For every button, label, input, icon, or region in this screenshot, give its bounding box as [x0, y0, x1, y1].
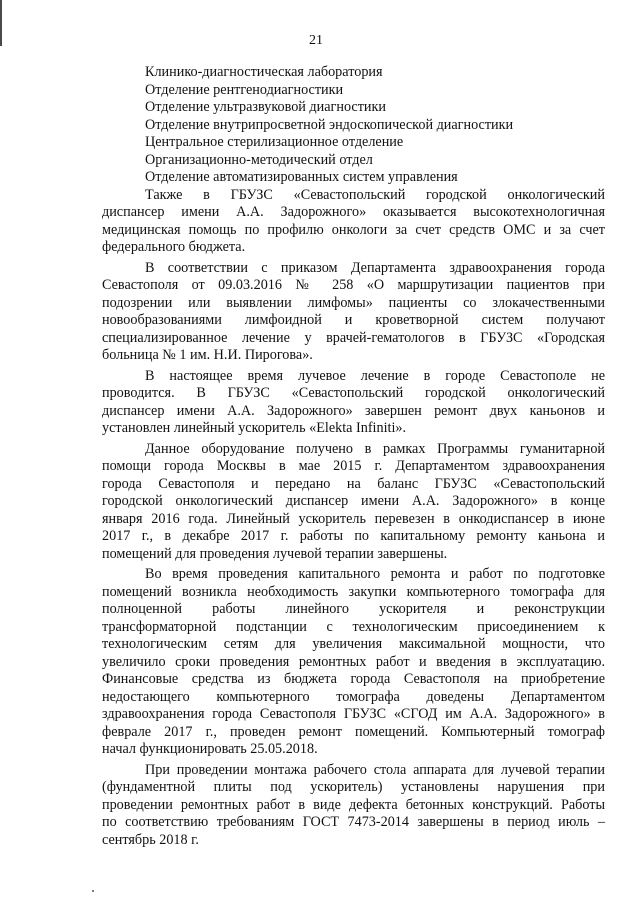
text-line: Данное оборудование получено в рамках Программы гуманитарной	[145, 440, 605, 457]
departments-list	[102, 64, 605, 187]
paragraph-equipment	[102, 441, 605, 564]
text-line: городской онкологический диспансер имени А.А. Задорожного» в конце	[102, 493, 605, 509]
list-item: Отделение автоматизированных систем управления	[145, 169, 458, 185]
text-line: здравоохранения города Севастополя ГБУЗС «СГОД им А.А. Задорожного» в	[102, 706, 605, 722]
text-line: января 2016 года. Линейный ускоритель перевезен в онкодиспансер в июне	[102, 510, 605, 527]
paragraph-funding	[102, 187, 605, 257]
text-line: При проведении монтажа рабочего стола аппарата для лучевой терапии	[145, 761, 605, 778]
list-item: Отделение рентгенодиагностики	[145, 81, 344, 98]
text-line: диспансер имени А.А. Задорожного» оказывается высокотехнологичная	[102, 204, 605, 220]
list-item: Отделение внутрипросветной эндоскопической диагностики	[145, 116, 514, 133]
list-item: Организационно-методический отдел	[145, 151, 373, 168]
text-line: специализированное лечение у врачей-гематологов в ГБУЗС «Городская	[102, 329, 605, 346]
paragraph-foundation-works	[102, 762, 605, 850]
list-item: Отделение ультразвуковой диагностики	[145, 99, 386, 115]
page-number: 21	[309, 33, 323, 48]
text-line: помещений возникла необходимость закупки компьютерного томографа для	[102, 583, 605, 600]
text-line: В соответствии с приказом Департамента здравоохранения города	[145, 259, 605, 276]
text-line: помощи города Москвы в мае 2015 г. Департаментом здравоохранения	[102, 458, 605, 474]
text-line: увеличило сроки проведения ремонтных работ и введения в эксплуатацию.	[102, 653, 605, 670]
list-item: Клинико-диагностическая лаборатория	[145, 64, 383, 80]
text-line: недостающего компьютерного томографа доведены Департаментом	[102, 688, 605, 705]
text-line: установлен линейный ускоритель «Elekta Infiniti».	[102, 420, 407, 436]
text-line: Финансовые средства из бюджета города Севастополя на приобретение	[102, 671, 605, 687]
text-line: Во время проведения капитального ремонта и работ по подготовке	[145, 566, 605, 582]
text-line: больница № 1 им. Н.И. Пирогова».	[102, 347, 313, 363]
text-line: проведении ремонтных работ в виде дефекта бетонных конструкций. Работы	[102, 796, 605, 813]
text-line: по соответствию требованиям ГОСТ 7473-2014 завершены в период июль –	[102, 814, 605, 830]
text-line: начал функционировать 25.05.2018.	[102, 741, 318, 757]
text-line: диспансер имени А.А. Задорожного» завершен ремонт двух каньонов и	[102, 402, 605, 419]
text-line: подозрении или выявлении лимфомы» пациенты со злокачественными	[102, 294, 605, 311]
scan-speck	[92, 890, 94, 892]
text-line: города Севастополя и передано на баланс ГБУЗС «Севастопольский	[102, 475, 605, 492]
document-body	[102, 64, 605, 849]
text-line: сентябрь 2018 г.	[102, 831, 199, 848]
text-line: федерального бюджета.	[102, 239, 246, 255]
paragraph-radiation-therapy	[102, 368, 605, 438]
text-line: 2017 г., в декабре 2017 г. работы по капитальному ремонту каньона и	[102, 528, 605, 544]
text-line: технологическим сетям для увеличения максимальной мощности, что	[102, 636, 605, 652]
text-line: (фундаментной плиты под ускоритель) установлены нарушения при	[102, 779, 605, 795]
text-line: феврале 2017 г., проведен ремонт помещений. Компьютерный томограф	[102, 723, 605, 740]
text-line: проводится. В ГБУЗС «Севастопольский городской онкологический	[102, 385, 605, 401]
text-line: новообразованиями лимфоидной и кроветворной систем получают	[102, 312, 605, 328]
text-line: Также в ГБУЗС «Севастопольский городской онкологический	[145, 186, 605, 203]
text-line: помещений для проведения лучевой терапии завершены.	[102, 545, 448, 562]
text-line: трансформаторной подстанции с технологическим присоединением к	[102, 618, 605, 635]
list-item: Центральное стерилизационное отделение	[145, 134, 404, 150]
text-line: Севастополя от 09.03.2016 № 258 «О маршрутизации пациентов при	[102, 277, 605, 293]
text-line: полноценной работы линейного ускорителя и реконструкции	[102, 601, 605, 617]
text-line: медицинская помощь по профилю онкологи за счет средств ОМС и за счет	[102, 221, 605, 238]
text-line: В настоящее время лучевое лечение в городе Севастополе не	[145, 367, 605, 384]
paragraph-tomograph	[102, 566, 605, 759]
paragraph-lymphoma-routing	[102, 260, 605, 365]
